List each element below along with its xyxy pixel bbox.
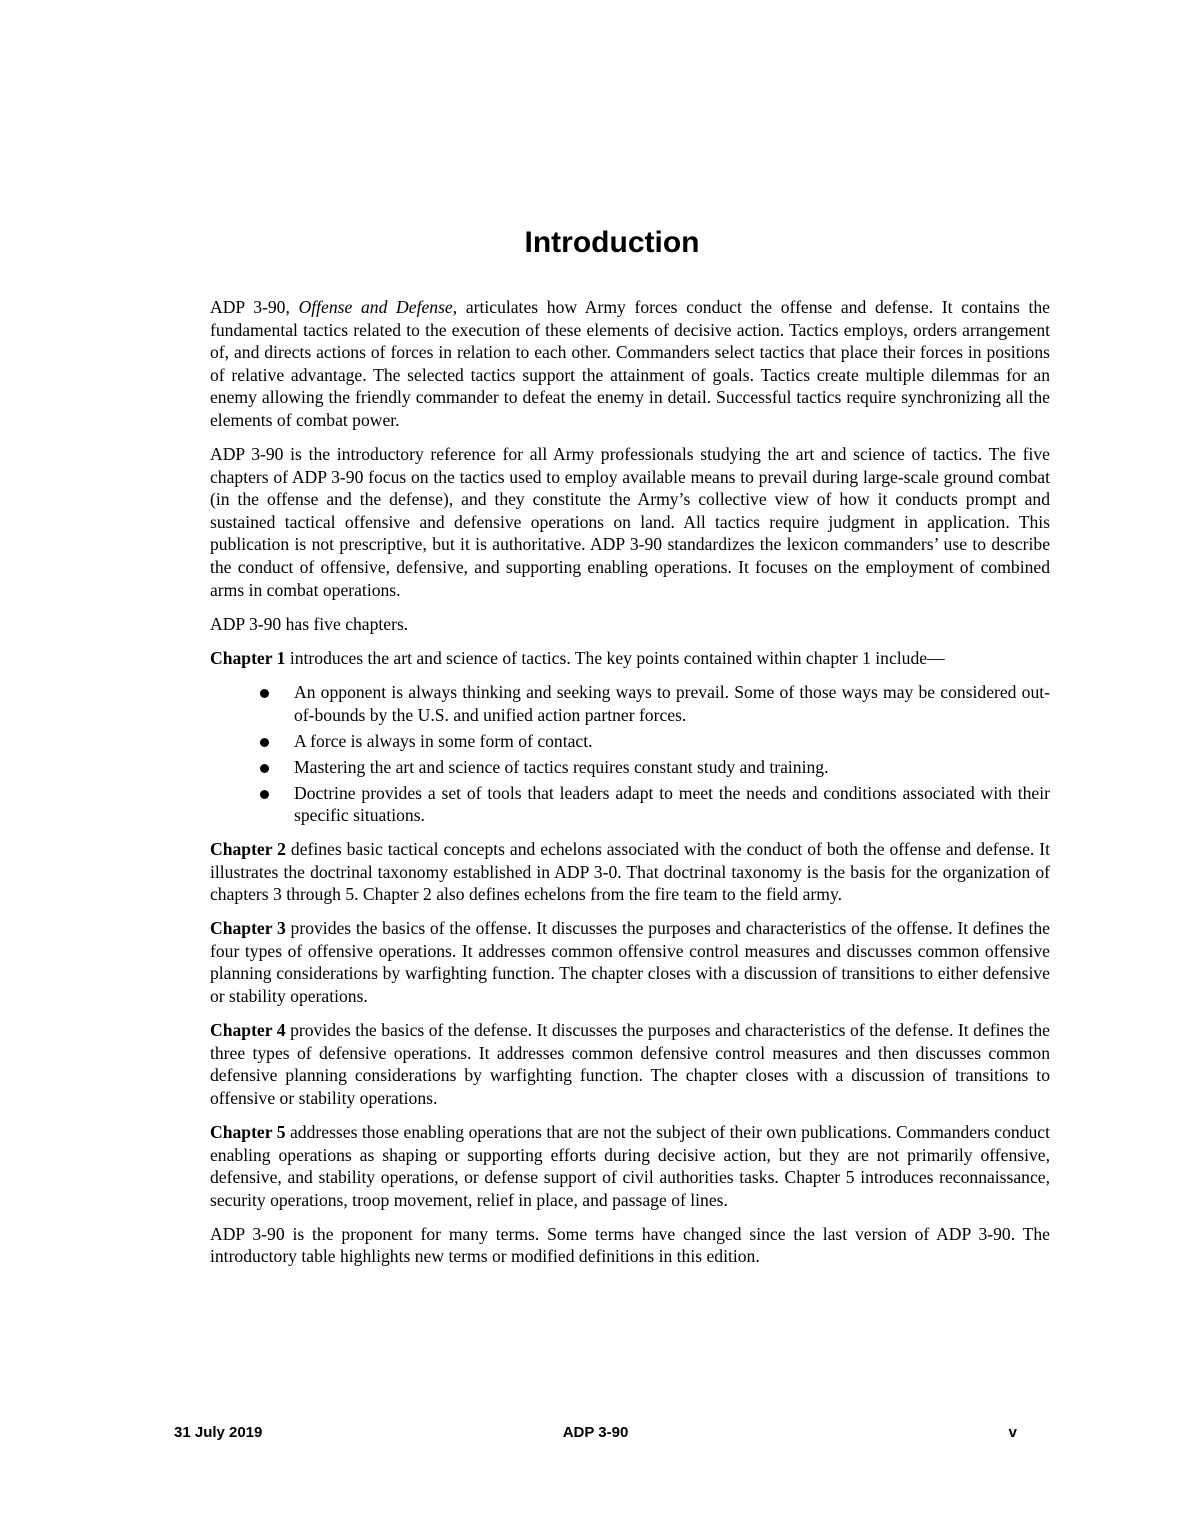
page-title: Introduction bbox=[524, 226, 700, 259]
chapter-5-paragraph bbox=[210, 1121, 1050, 1211]
chapter-4-label: Chapter 4 bbox=[210, 1020, 286, 1041]
chapter-count-paragraph: ADP 3-90 has five chapters. bbox=[210, 613, 409, 634]
list-item-text: An opponent is always thinking and seeking ways to prevail. Some of those ways may be considered out-of-bounds by the U.S. and unified action partner forces. bbox=[294, 681, 1050, 725]
bullet-icon bbox=[260, 738, 269, 747]
chapter-2-label: Chapter 2 bbox=[210, 838, 286, 859]
chapter-1-key-points bbox=[210, 681, 1050, 827]
overview-paragraph: ADP 3-90 is the introductory reference for all Army professionals studying the art and science of tactics. The five chapters of ADP 3-90 focus on the tactics used to employ available means to prevail during large-scale ground combat (in the offense and the defense), and they constitute the Army’s collective view of how it conducts prompt and sustained tactical offensive and defensive operations on land. All tactics require judgment in application. This publication is not prescriptive, but it is authoritative. ADP 3-90 standardizes the lexicon commanders’ use to describe the conduct of offensive, defensive, and supporting enabling operations. It focuses on the employment of combined arms in combat operations. bbox=[210, 444, 1050, 600]
list-item bbox=[294, 730, 1050, 753]
intro-text: , articulates how Army forces conduct the offense and defense. It contains the fundamental tactics related to the execution of these elements of decisive action. Tactics employs, orders arrangement of, and directs actions of forces in relation to each other. Commanders select tactics that place their forces in positions of relative advantage. The selected tactics support the attainment of goals. Tactics create multiple dilemmas for an enemy allowing the friendly commander to defeat the enemy in detail. Successful tactics require synchronizing all the elements of combat power. bbox=[210, 297, 1050, 430]
chapter-1-label: Chapter 1 bbox=[210, 647, 286, 668]
list-item-text: Mastering the art and science of tactics requires constant study and training. bbox=[294, 756, 829, 777]
bullet-icon bbox=[260, 790, 269, 799]
bullet-icon bbox=[260, 764, 269, 773]
intro-lead: ADP 3-90, bbox=[210, 297, 299, 317]
publication-title: Offense and Defense bbox=[298, 297, 453, 317]
chapter-5-text: addresses those enabling operations that are not the subject of their own publications. Commanders conduct enabling operations as shaping or supporting efforts during decisive action, but they are not primarily offensive, defensive, and stability operations, or defense support of civil authorities tasks. Chapter 5 introduces reconnaissance, security operations, troop movement, relief in place, and passage of lines. bbox=[210, 1122, 1050, 1210]
list-item bbox=[294, 782, 1050, 827]
document-body bbox=[210, 296, 1050, 1280]
list-item bbox=[294, 681, 1050, 726]
chapter-1-paragraph bbox=[210, 647, 1050, 670]
chapter-5-label: Chapter 5 bbox=[210, 1122, 286, 1142]
list-item-text: Doctrine provides a set of tools that leaders adapt to meet the needs and conditions associated with their specific situations. bbox=[294, 782, 1050, 826]
chapter-4-text: provides the basics of the defense. It discusses the purposes and characteristics of the defense. It defines the three types of defensive operations. It addresses common defensive control measures and then discusses common defensive planning considerations by warfighting function. The chapter closes with a discussion of transitions to offensive or stability operations. bbox=[210, 1020, 1050, 1108]
closing-paragraph: ADP 3-90 is the proponent for many terms. Some terms have changed since the last version of ADP 3-90. The introductory table highlights new terms or modified definitions in this edition. bbox=[210, 1223, 1050, 1267]
page-footer bbox=[174, 1422, 1017, 1444]
list-item bbox=[294, 756, 1050, 779]
bullet-icon bbox=[260, 689, 269, 698]
footer-publication: ADP 3-90 bbox=[562, 1424, 629, 1441]
list-item-text: A force is always in some form of contact. bbox=[294, 730, 593, 751]
chapter-1-text: introduces the art and science of tactics. The key points contained within chapter 1 include— bbox=[285, 647, 945, 668]
chapter-2-text: defines basic tactical concepts and echelons associated with the conduct of both the offense and defense. It illustrates the doctrinal taxonomy established in ADP 3-0. That doctrinal taxonomy is the basis for the organization of chapters 3 through 5. Chapter 2 also defines echelons from the fire team to the field army. bbox=[210, 838, 1050, 905]
chapter-4-paragraph bbox=[210, 1019, 1050, 1109]
chapter-3-paragraph bbox=[210, 917, 1050, 1007]
chapter-3-text: provides the basics of the offense. It discusses the purposes and characteristics of the offense. It defines the four types of offensive operations. It addresses common offensive control measures and discusses common offensive planning considerations by warfighting function. The chapter closes with a discussion of transitions to either defensive or stability operations. bbox=[210, 918, 1050, 1007]
footer-date: 31 July 2019 bbox=[174, 1424, 263, 1441]
footer-page-number: v bbox=[1008, 1424, 1017, 1441]
chapter-3-label: Chapter 3 bbox=[210, 918, 286, 939]
intro-paragraph bbox=[210, 296, 1050, 432]
chapter-2-paragraph bbox=[210, 838, 1050, 906]
